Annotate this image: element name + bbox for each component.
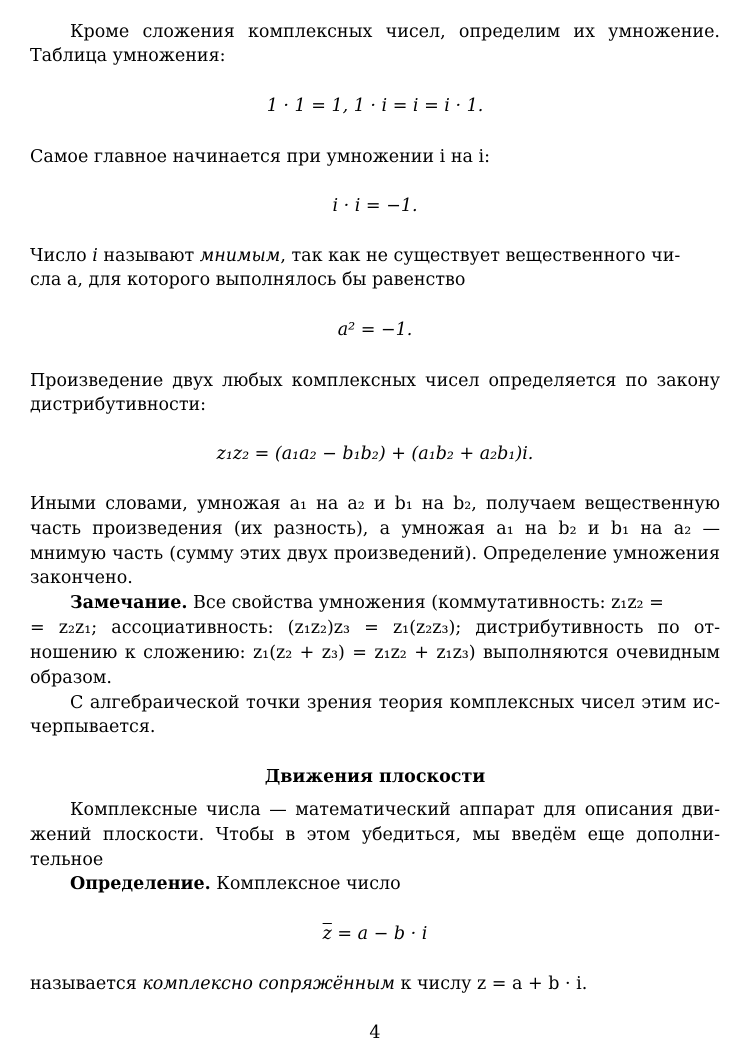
text-line: жений плоскости. Чтобы в этом убедиться, мы введём еще дополни-	[30, 825, 720, 845]
text-line: тельное	[30, 850, 104, 870]
text-line: Иными словами, умножая a₁ на a₂ и b₁ на b₂, получаем вещественную	[30, 494, 720, 514]
text-line: сла a, для которого выполнялось бы равенство	[30, 270, 466, 290]
text-line: Комплексные числа — математический аппарат для описания дви-	[70, 800, 720, 820]
conjugate-symbol: $\overline{z}$	[322, 924, 332, 944]
text-span: Все свойства умножения (коммутативность: z₁z₂ =	[187, 593, 664, 613]
formula: 1 · 1 = 1, 1 · i = i = i · 1.	[266, 96, 484, 116]
text-span: Число	[30, 246, 93, 266]
text-line	[30, 972, 587, 996]
text-line: черпывается.	[30, 717, 156, 737]
text-line: закончено.	[30, 568, 133, 588]
formula-rest: = a − b · i	[331, 924, 428, 944]
text-line: мнимую часть (сумму этих двух произведений). Определение умножения	[30, 544, 720, 564]
text-line	[70, 591, 720, 615]
formula	[0, 922, 750, 946]
formula: i · i = −1.	[332, 196, 418, 216]
math-symbol: i	[92, 246, 98, 266]
emphasis: мнимым	[199, 246, 281, 266]
text-line: образом.	[30, 668, 112, 688]
page-number: 4	[369, 1023, 381, 1043]
text-span: , так как не существует вещественного чи-	[280, 246, 681, 266]
text-span: Комплексное число	[210, 874, 401, 894]
text-line: часть произведения (их разность), а умножая a₁ на b₂ и b₁ на a₂ —	[30, 519, 720, 539]
text-line: Таблица умножения:	[30, 46, 226, 66]
definition-label: Определение.	[70, 874, 211, 894]
text-line: Произведение двух любых комплексных чисел определяется по закону	[30, 371, 720, 391]
text-line: Кроме сложения комплексных чисел, определим их умножение.	[70, 22, 720, 42]
text-span: к числу z = a + b · i.	[394, 974, 588, 994]
emphasis: комплексно сопряжённым	[142, 974, 395, 994]
text-span: называется	[30, 974, 143, 994]
text-line: = z₂z₁; ассоциативность: (z₁z₂)z₃ = z₁(z₂z₃); дистрибутивность по от-	[30, 618, 720, 638]
formula: a² = −1.	[337, 320, 413, 340]
text-line: ношению к сложению: z₁(z₂ + z₃) = z₁z₂ + z₁z₃) выполняются очевидным	[30, 643, 720, 663]
formula: z₁z₂ = (a₁a₂ − b₁b₂) + (a₁b₂ + a₂b₁)i.	[216, 444, 534, 464]
text-line: Самое главное начинается при умножении i на i:	[30, 147, 490, 167]
section-heading: Движения плоскости	[264, 767, 486, 787]
text-line	[30, 244, 720, 268]
text-line	[70, 872, 401, 896]
text-line: дистрибутивности:	[30, 395, 207, 415]
text-line: С алгебраической точки зрения теория комплексных чисел этим ис-	[70, 693, 720, 713]
text-span: называют	[97, 246, 200, 266]
remark-label: Замечание.	[70, 593, 188, 613]
